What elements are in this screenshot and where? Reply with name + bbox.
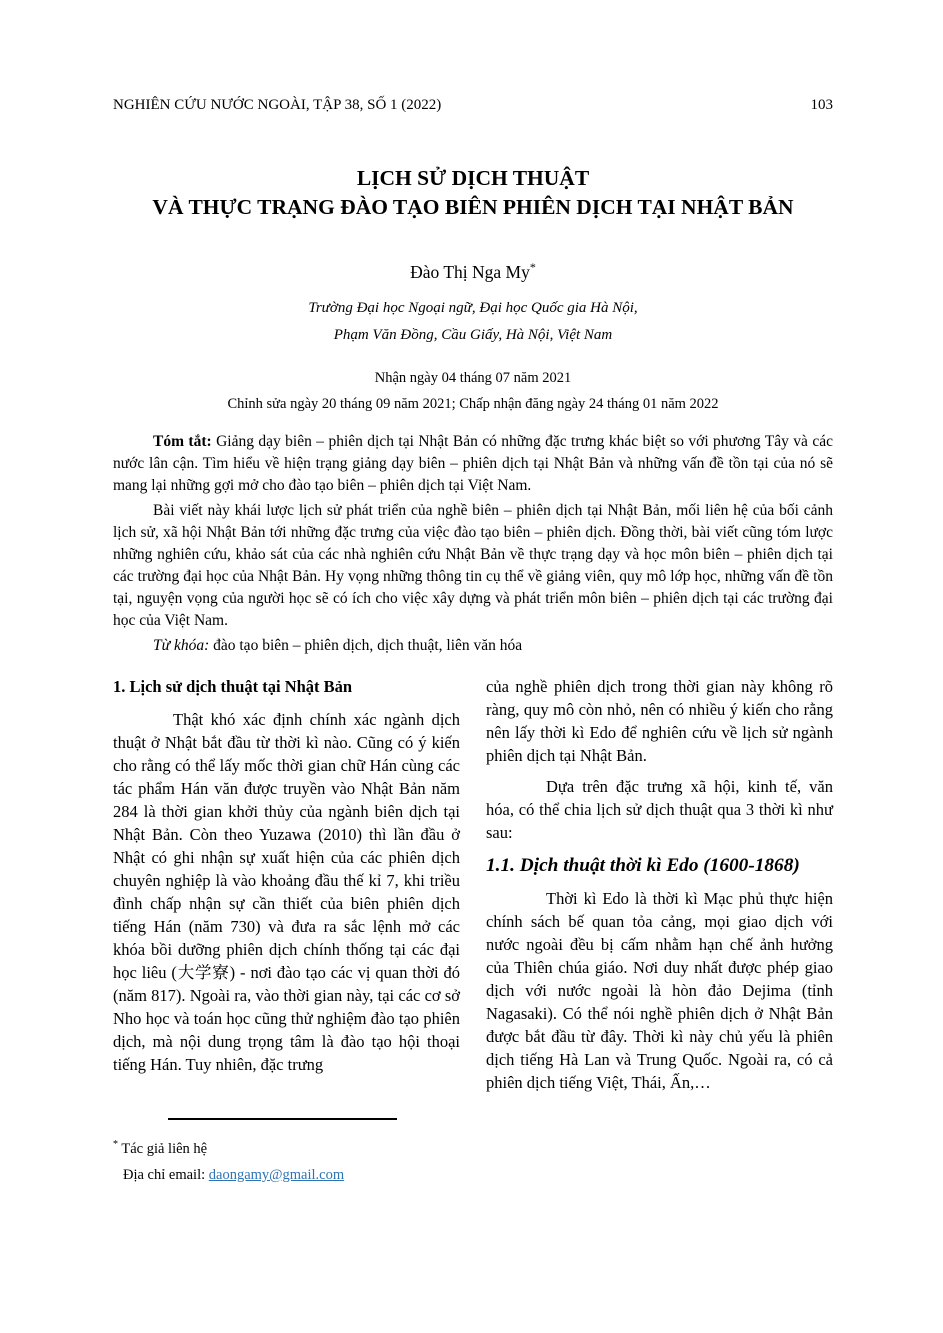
abstract	[113, 431, 833, 657]
left-column	[113, 675, 460, 1094]
footnote-separator	[168, 1118, 397, 1120]
paper-title-line-2: VÀ THỰC TRẠNG ĐÀO TẠO BIÊN PHIÊN DỊCH TẠI NHẬT BẢN	[152, 195, 794, 219]
footnote-marker: *	[113, 1138, 118, 1150]
keywords-label: Từ khóa:	[153, 636, 210, 654]
keywords-line	[113, 635, 833, 657]
abstract-label: Tóm tắt:	[153, 432, 212, 450]
footnote	[113, 1118, 833, 1188]
affiliation-line-2: Phạm Văn Đồng, Cầu Giấy, Hà Nội, Việt Nam	[333, 326, 613, 343]
paper-title-line-1: LỊCH SỬ DỊCH THUẬT	[356, 166, 590, 190]
abstract-paragraph-1	[113, 431, 833, 497]
left-column-paragraph: Thật khó xác định chính xác ngành dịch thuật ở Nhật bắt đầu từ thời kì nào. Cũng có ý kiến cho rằng có thể lấy mốc thời gian chữ Hán cùng các tác phẩm Hán văn được truyền vào Nhật Bản năm 284 là thời gian khởi thủy của ngành biên dịch tại Nhật Bản. Còn theo Yuzawa (2010) thì lần đầu ở Nhật có ghi nhận sự xuất hiện của các phiên dịch chuyên nghiệp là vào khoảng đầu thế kỉ 7, khi triều đình chấp nhận sự cần thiết của biên phiên dịch tiếng Hán (năm 730) và đưa ra sắc lệnh mở các khóa bồi dưỡng phiên dịch chính thống tại các đại học liêu (大学寮) - nơi đào tạo các vị quan thời đó (năm 817). Ngoài ra, vào thời gian này, tại các cơ sở Nho học và toán học cũng thử nghiệm đào tạo phiên dịch, mà nội dung trọng tâm là đào tạo hội thoại tiếng Hán. Tuy nhiên, đặc trưng	[113, 709, 460, 1074]
abstract-paragraph-1-text: Giảng dạy biên – phiên dịch tại Nhật Bản có những đặc trưng khác biệt so với phương Tây và các nước lân cận. Tìm hiểu về hiện trạng giảng dạy biên – phiên dịch tại Nhật Bản và những vấn đề tồn tại của nó sẽ mang lại những gợi mở cho đào tạo biên – phiên dịch tại Việt Nam.	[113, 432, 833, 494]
date-received: Nhận ngày 04 tháng 07 năm 2021	[374, 369, 572, 386]
date-revised-accepted: Chỉnh sửa ngày 20 tháng 09 năm 2021; Chấp nhận đăng ngày 24 tháng 01 năm 2022	[227, 395, 719, 412]
author-line	[113, 256, 833, 283]
footnote-contact-line	[113, 1132, 833, 1162]
footnote-contact-text: Tác giả liên hệ	[118, 1140, 208, 1157]
author-name: Đào Thị Nga My	[410, 261, 530, 282]
footnote-email-label: Địa chỉ email:	[123, 1166, 209, 1183]
email-link[interactable]: daongamy@gmail.com	[208, 1166, 345, 1183]
right-column-paragraph-1: của nghề phiên dịch trong thời gian này không rõ ràng, quy mô còn nhỏ, nên có nhiều ý kiến cho rằng nên lấy thời kì Edo để nghiên cứu về lịch sử ngành phiên dịch tại Nhật Bản.	[486, 676, 833, 765]
right-column-paragraph-3: Thời kì Edo là thời kì Mạc phủ thực hiện chính sách bế quan tỏa cảng, mọi giao dịch với nước ngoài đều bị cấm nhằm hạn chế ảnh hưởng của Thiên chúa giáo. Nơi duy nhất được phép giao dịch với nước ngoài là hòn đảo Dejima (tỉnh Nagasaki). Có thể nói nghề phiên dịch ở Nhật Bản được bắt đầu từ đây. Thời kì này chủ yếu là phiên dịch tiếng Hà Lan và Trung Quốc. Ngoài ra, có cả phiên dịch tiếng Việt, Thái, Ấn,…	[486, 888, 833, 1092]
affiliation	[113, 295, 833, 349]
author-asterisk: *	[529, 260, 536, 274]
paper-title	[113, 164, 833, 222]
section-1-heading: 1. Lịch sử dịch thuật tại Nhật Bản	[113, 676, 353, 696]
abstract-paragraph-2: Bài viết này khái lược lịch sử phát triển của nghề biên – phiên dịch tại Nhật Bản, mối liên hệ của bối cảnh lịch sử, xã hội Nhật Bản tới những đặc trưng của việc đào tạo biên – phiên dịch. Đồng thời, bài viết cũng tóm lược những nghiên cứu, khảo sát của các nhà nghiên cứu Nhật Bản về thực trạng dạy và học môn biên – phiên dịch tại các trường đại học của Nhật Bản. Hy vọng những thông tin cụ thể về giảng viên, quy mô lớp học, những vấn đề tồn tại, nguyện vọng của người học sẽ có ích cho việc xây dựng và phát triển môn biên – phiên dịch tại các trường đại học của Việt Nam.	[113, 501, 833, 629]
dates	[113, 365, 833, 417]
keywords-text: đào tạo biên – phiên dịch, dịch thuật, liên văn hóa	[209, 636, 523, 654]
section-1-1-heading: 1.1. Dịch thuật thời kì Edo (1600-1868)	[486, 854, 800, 876]
right-column-paragraph-2: Dựa trên đặc trưng xã hội, kinh tế, văn hóa, có thể chia lịch sử dịch thuật qua 3 thời kì như sau:	[486, 776, 833, 842]
running-head	[113, 96, 833, 114]
page-number: 103	[810, 97, 833, 113]
footnote-email-line	[123, 1162, 833, 1188]
journal-name: NGHIÊN CỨU NƯỚC NGOÀI, TẬP 38, SỐ 1 (2022)	[113, 97, 442, 113]
right-column	[486, 675, 833, 1094]
body-columns	[113, 675, 833, 1094]
affiliation-line-1: Trường Đại học Ngoại ngữ, Đại học Quốc gia Hà Nội,	[308, 299, 638, 316]
